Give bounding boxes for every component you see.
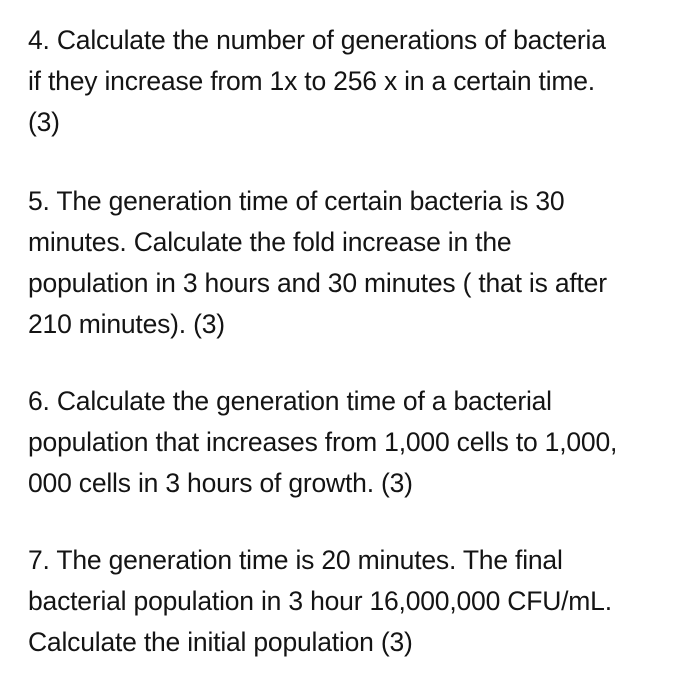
question-6-line-2: population that increases from 1,000 cells to 1,000, bbox=[28, 427, 618, 457]
question-7-line-2: bacterial population in 3 hour 16,000,000 CFU/mL. bbox=[28, 586, 612, 616]
question-5 bbox=[28, 181, 678, 345]
question-6-line-3: 000 cells in 3 hours of growth. (3) bbox=[28, 468, 413, 498]
question-4-line-3: (3) bbox=[28, 107, 60, 137]
question-5-line-3: population in 3 hours and 30 minutes ( that is after bbox=[28, 268, 607, 298]
question-5-line-1: 5. The generation time of certain bacteria is 30 bbox=[28, 186, 565, 216]
question-4-line-1: 4. Calculate the number of generations of bacteria bbox=[28, 25, 606, 55]
question-5-line-2: minutes. Calculate the fold increase in the bbox=[28, 227, 512, 257]
question-7-line-3: Calculate the initial population (3) bbox=[28, 627, 413, 657]
question-6 bbox=[28, 381, 678, 504]
question-7 bbox=[28, 540, 678, 663]
question-5-line-4: 210 minutes). (3) bbox=[28, 309, 225, 339]
question-4 bbox=[28, 20, 678, 143]
question-7-line-1: 7. The generation time is 20 minutes. The final bbox=[28, 545, 563, 575]
question-6-line-1: 6. Calculate the generation time of a bacterial bbox=[28, 386, 552, 416]
question-sheet bbox=[28, 20, 678, 663]
question-4-line-2: if they increase from 1x to 256 x in a certain time. bbox=[28, 66, 595, 96]
